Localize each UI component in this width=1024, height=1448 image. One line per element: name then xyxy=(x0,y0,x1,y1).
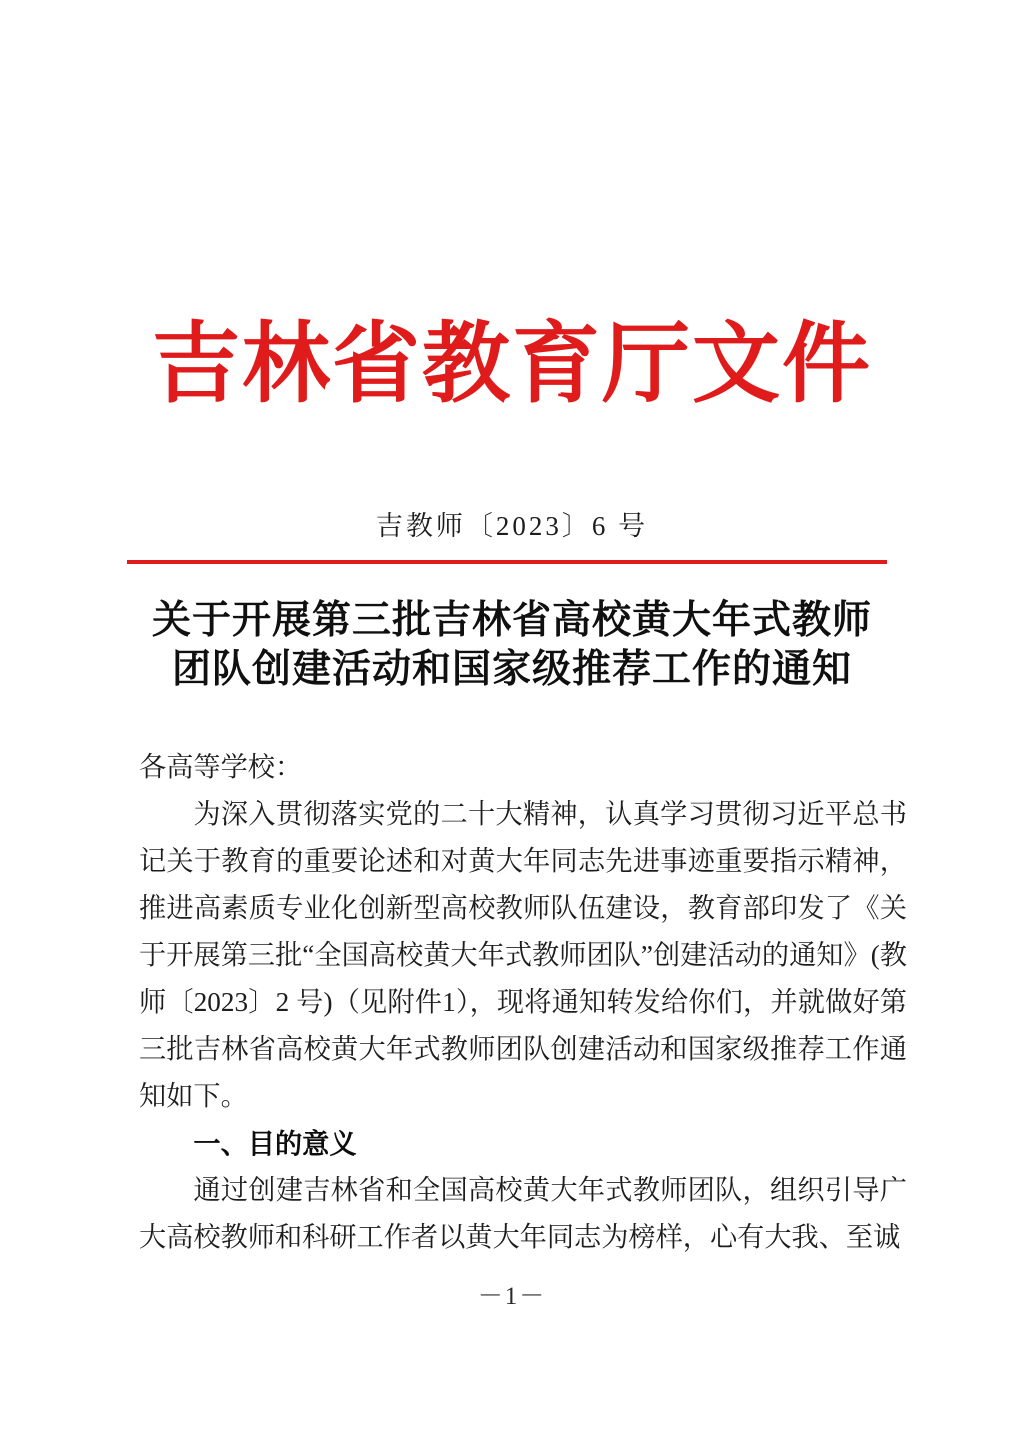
document-body xyxy=(139,744,907,1261)
document-title-line-1: 关于开展第三批吉林省高校黄大年式教师 xyxy=(151,599,872,642)
page-number: －1－ xyxy=(477,1283,547,1310)
paragraph-1: 为深入贯彻落实党的二十大精神，认真学习贯彻习近平总书记关于教育的重要论述和对黄大年同志先进事迹重要指示精神，推进高素质专业化创新型高校教师队伍建设，教育部印发了《关于开展第三批“全国高校黄大年式教师团队”创建活动的通知》(教师〔2023〕2 号)（见附件1），现将通知转发给你们，并就做好第三批吉林省高校黄大年式教师团队创建活动和国家级推荐工作通知如下。 xyxy=(139,799,907,1111)
section-heading-1: 一、目的意义 xyxy=(193,1128,357,1159)
red-divider-line xyxy=(127,560,887,564)
agency-header-title: 吉林省教育厅文件 xyxy=(151,317,872,414)
paragraph-2: 通过创建吉林省和全国高校黄大年式教师团队，组织引导广大高校教师和科研工作者以黄大年同志为榜样，心有大我、至诚 xyxy=(139,1175,907,1252)
document-title xyxy=(0,596,1024,694)
salutation: 各高等学校： xyxy=(139,752,303,782)
document-title-line-2: 团队创建活动和国家级推荐工作的通知 xyxy=(171,648,852,691)
document-number: 吉教师〔2023〕6 号 xyxy=(375,511,649,541)
